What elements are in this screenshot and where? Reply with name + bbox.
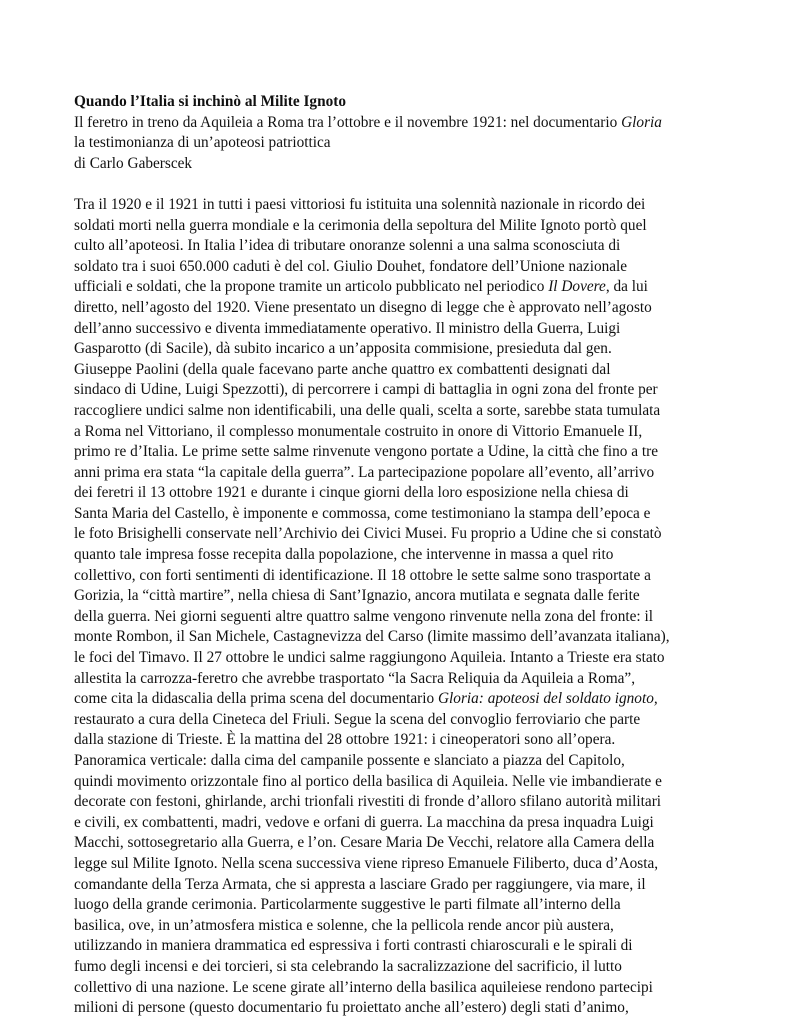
body-line-text: ufficiali e soldati, che la propone tramite un articolo pubblicato nel periodico xyxy=(74,278,549,296)
body-line xyxy=(74,277,734,298)
body-line: le foci del Timavo. Il 27 ottobre le undici salme raggiungono Aquileia. Intanto a Trieste era stato xyxy=(74,649,665,667)
body-line: Gasparotto (di Sacile), dà subito incarico a un’apposita commisione, presieduta dal gen. xyxy=(74,340,612,358)
body-line: Panoramica verticale: dalla cima del campanile possente e slanciato a piazza del Capitolo, xyxy=(74,752,625,769)
body-line: diretto, nell’agosto del 1920. Viene presentato un disegno di legge che è approvato nell’agosto xyxy=(74,298,652,316)
subtitle-line-1-text: Il feretro in treno da Aquileia a Roma tra l’ottobre e il novembre 1921: nel documentario xyxy=(74,113,622,131)
body-line: della guerra. Nei giorni seguenti altre quattro salme vengono rinvenute nella zona del fronte: il xyxy=(74,607,653,625)
body-line: quindi movimento orizzontale fino al portico della basilica di Aquileia. Nelle vie imbandierate e xyxy=(74,772,662,790)
body-line: collettivo, con forti sentimenti di identificazione. Il 18 ottobre le sette salme sono trasportate a xyxy=(74,566,651,584)
body-line: e civili, ex combattenti, madri, vedove e orfani di guerra. La macchina da presa inquadra Luigi xyxy=(74,813,654,831)
subtitle-line-2: la testimonianza di un’apoteosi patriottica xyxy=(74,134,331,152)
article-subtitle xyxy=(74,113,734,154)
subtitle-film-title: Gloria xyxy=(621,113,662,131)
body-line: a Roma nel Vittoriano, il complesso monumentale costruito in onore di Vittorio Emanuele II, xyxy=(74,422,643,440)
body-line: Giuseppe Paolini (della quale facevano parte anche quattro ex combattenti designati dal xyxy=(74,360,611,378)
article-title: Quando l’Italia si inchinò al Milite Ignoto xyxy=(74,93,346,110)
body-line: primo re d’Italia. Le prime sette salme rinvenute vengono portate a Udine, la città che fino a tre xyxy=(74,443,659,461)
body-line: Santa Maria del Castello, è imponente e commossa, come testimoniano la stampa dell’epoca e xyxy=(74,504,651,522)
body-line: luogo della grande cerimonia. Particolarmente suggestive le parti filmate all’interno della xyxy=(74,896,621,914)
body-line: Tra il 1920 e il 1921 in tutti i paesi vittoriosi fu istituita una solennità nazionale in ricordo dei xyxy=(74,195,646,213)
body-line: utilizzando in maniera drammatica ed espressiva i forti contrasti chiaroscurali e le spirali di xyxy=(74,937,633,955)
article-body xyxy=(74,195,734,1019)
body-line: basilica, ove, in un’atmosfera mistica e solenne, che la pellicola rende ancor più austera, xyxy=(74,916,614,934)
body-line: comandante della Terza Armata, che si appresta a lasciare Grado per raggiungere, via mare, il xyxy=(74,875,646,893)
body-line: soldati morti nella guerra mondiale e la cerimonia della sepoltura del Milite Ignoto portò quel xyxy=(74,216,647,234)
body-line: quanto tale impresa fosse recepita dalla popolazione, che intervenne in massa a quel rito xyxy=(74,546,614,564)
body-line: le foto Brisighelli conservate nell’Archivio dei Civici Musei. Fu proprio a Udine che si constatò xyxy=(74,525,662,543)
body-line: soldato tra i suoi 650.000 caduti è del col. Giulio Douhet, fondatore dell’Unione nazionale xyxy=(74,257,628,275)
body-line: sindaco di Udine, Luigi Spezzotti), di percorrere i campi di battaglia in ogni zona del fronte per xyxy=(74,381,658,399)
body-line: milioni di persone (questo documentario fu proiettato anche all’estero) degli stati d’animo, xyxy=(74,999,629,1017)
body-line-text: come cita la didascalia della prima scena del documentario xyxy=(74,690,438,708)
body-line: raccogliere undici salme non identificabili, una delle quali, scelta a sorte, sarebbe stata tumulata xyxy=(74,401,661,419)
body-line: fumo degli incensi e dei torcieri, si sta celebrando la sacralizzazione del sacrificio, il lutto xyxy=(74,957,622,975)
body-line-text: , da lui xyxy=(605,278,648,296)
periodical-title: Il Dovere xyxy=(548,278,606,296)
subtitle-line-1 xyxy=(74,113,734,134)
body-line: anni prima era stata “la capitale della guerra”. La partecipazione popolare all’evento, all’arrivo xyxy=(74,463,655,481)
body-line: legge sul Milite Ignoto. Nella scena successiva viene ripreso Emanuele Filiberto, duca d’Aosta, xyxy=(74,854,659,872)
body-line: collettivo di una nazione. Le scene girate all’interno della basilica aquileiese rendono partecipi xyxy=(74,978,653,996)
body-line: Macchi, sottosegretario alla Guerra, e l’on. Cesare Maria De Vecchi, relatore alla Camera della xyxy=(74,834,655,852)
body-line: dalla stazione di Trieste. È la mattina del 28 ottobre 1921: i cineoperatori sono all’opera. xyxy=(74,731,616,749)
body-line: decorate con festoni, ghirlande, archi trionfali rivestiti di fronde d’alloro sfilano autorità militari xyxy=(74,793,662,811)
body-line xyxy=(74,689,734,710)
body-line: restaurato a cura della Cineteca del Friuli. Segue la scena del convoglio ferroviario che parte xyxy=(74,710,641,728)
article-author: di Carlo Gaberscek xyxy=(74,154,193,172)
body-line: dell’anno successivo e diventa immediatamente operativo. Il ministro della Guerra, Luigi xyxy=(74,319,621,337)
body-line: Gorizia, la “città martire”, nella chiesa di Sant’Ignazio, ancora mutilata e segnata dalle ferite xyxy=(74,587,640,605)
body-line: dei feretri il 13 ottobre 1921 e durante i cinque giorni della loro esposizione nella chiesa di xyxy=(74,484,629,502)
body-line: allestita la carrozza-feretro che avrebbe trasportato “la Sacra Reliquia da Aquileia a Roma”, xyxy=(74,669,636,687)
body-line: monte Rombon, il San Michele, Castagnevizza del Carso (limite massimo dell’avanzata italiana), xyxy=(74,628,670,646)
documentary-title: Gloria: apoteosi del soldato ignoto, xyxy=(438,690,658,708)
article xyxy=(74,92,734,1019)
body-line: culto all’apoteosi. In Italia l’idea di tributare onoranze solenni a una salma sconosciuta di xyxy=(74,237,621,255)
